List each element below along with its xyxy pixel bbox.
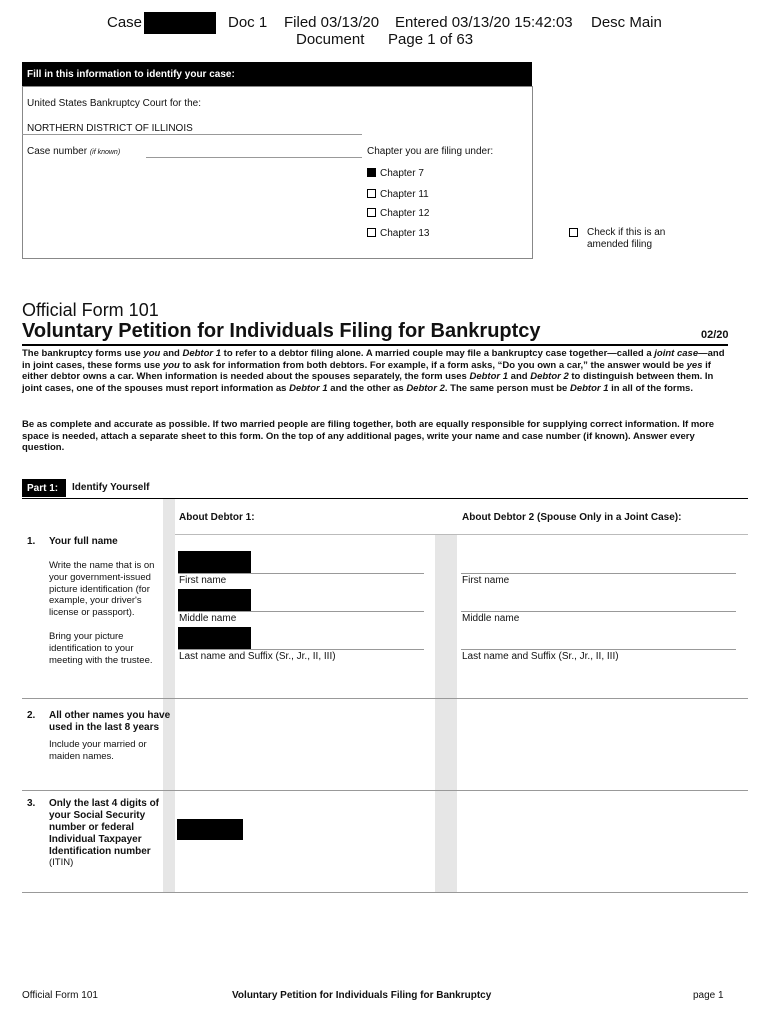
q1-title: Your full name xyxy=(49,536,118,547)
desc-main: Desc Main xyxy=(591,14,662,31)
amended-line2: amended filing xyxy=(587,239,653,250)
intro-em: Debtor 2 xyxy=(530,371,569,383)
q1-help-1: Write the name that is on your government-issued picture identification (for example, your driver's license or passport). xyxy=(49,560,155,619)
district-field[interactable]: NORTHERN DISTRICT OF ILLINOIS xyxy=(27,123,193,134)
intro-text: and xyxy=(508,371,531,383)
middle-gutter xyxy=(435,535,457,892)
case-number-field[interactable] xyxy=(146,157,362,158)
chapter-label: Chapter you are filing under: xyxy=(367,146,494,157)
part1-title: Identify Yourself xyxy=(72,482,150,493)
q2-divider xyxy=(22,790,748,791)
intro-em: Debtor 1 xyxy=(182,348,222,359)
intro-em: joint case xyxy=(654,348,699,359)
amended-label xyxy=(587,227,665,251)
debtor1-last-name-label: Last name and Suffix (Sr., Jr., II, III) xyxy=(179,651,336,662)
intro-paragraph-1 xyxy=(22,348,728,394)
intro-em: Debtor 1 xyxy=(569,382,609,394)
document-label: Document xyxy=(296,31,365,48)
identify-box xyxy=(22,86,533,259)
debtor2-middle-name-field[interactable] xyxy=(461,611,736,612)
case-number-label-text: Case number xyxy=(27,146,88,157)
debtor2-first-name-field[interactable] xyxy=(461,573,736,574)
district-underline xyxy=(22,134,362,135)
debtor1-first-name-field[interactable] xyxy=(178,573,424,574)
intro-paragraph-2: Be as complete and accurate as possible. If two married people are filing together, both are equally responsible for supplying correct information. If more space is needed, attach a separate sheet to this form. On the top of any additional pages, write your name and case number (if known). Answer every question. xyxy=(22,419,715,454)
intro-text: . The same person must be xyxy=(444,382,570,394)
chapter-11-label: Chapter 11 xyxy=(380,189,429,200)
q3-title: Only the last 4 digits of your Social Security number or federal Individual Taxpayer Identification number xyxy=(49,798,160,857)
intro-text: to distinguish between them. In joint cases, one of the spouses must report information as xyxy=(22,371,714,394)
case-number-hint: (if known) xyxy=(89,149,121,156)
intro-text: and xyxy=(160,348,183,359)
redacted-first-name xyxy=(178,551,251,573)
q1-divider xyxy=(22,698,748,699)
intro-text: The bankruptcy forms use xyxy=(22,348,144,359)
form-version: 02/20 xyxy=(701,329,729,341)
page-count: Page 1 of 63 xyxy=(388,31,474,48)
debtor1-last-name-field[interactable] xyxy=(178,649,424,650)
intro-text: —and in joint cases, these forms use xyxy=(22,348,725,371)
columns-rule xyxy=(175,534,748,535)
intro-text: and the other as xyxy=(327,382,407,394)
debtor1-middle-name-label: Middle name xyxy=(179,613,237,624)
q1-number: 1. xyxy=(27,536,36,547)
chapter-12-label: Chapter 12 xyxy=(380,208,430,219)
redacted-ssn xyxy=(177,819,243,840)
identify-banner xyxy=(22,62,532,86)
intro-text: in all of the forms. xyxy=(608,382,693,394)
intro-em: Debtor 1 xyxy=(469,371,509,383)
debtor2-middle-name-label: Middle name xyxy=(462,613,520,624)
intro-text: if either debtor owns a car. When information is needed about the spouses separately, the form uses xyxy=(22,359,711,383)
about-debtor2: About Debtor 2 (Spouse Only in a Joint Case): xyxy=(462,512,682,523)
entered-date: Entered 03/13/20 15:42:03 xyxy=(395,14,573,31)
debtor1-first-name-label: First name xyxy=(179,575,227,586)
chapter-11-checkbox[interactable] xyxy=(367,189,376,198)
q3-itin: (ITIN) xyxy=(49,857,74,868)
intro-em: Debtor 2 xyxy=(406,382,445,394)
case-number-label xyxy=(27,146,120,157)
amended-line1: Check if this is an xyxy=(587,227,666,238)
identify-banner-text: Fill in this information to identify your case: xyxy=(27,69,235,80)
chapter-13-checkbox[interactable] xyxy=(367,228,376,237)
chapter-13-label: Chapter 13 xyxy=(380,228,430,239)
debtor2-last-name-label: Last name and Suffix (Sr., Jr., II, III) xyxy=(462,651,619,662)
part1-tag xyxy=(22,479,66,497)
case-label: Case xyxy=(107,14,143,31)
official-form-label: Official Form 101 xyxy=(22,300,159,320)
q1-help-2: Bring your picture identification to your meeting with the trustee. xyxy=(49,631,153,666)
intro-text: to ask for information from both debtors. For example, if a form asks, “Do you own a car,” the answer would be xyxy=(179,359,687,371)
intro-em: you xyxy=(143,348,161,359)
intro-em: you xyxy=(162,359,180,371)
redacted-middle-name xyxy=(178,589,251,611)
chapter-12-checkbox[interactable] xyxy=(367,208,376,217)
footer-title: Voluntary Petition for Individuals Filing for Bankruptcy xyxy=(232,990,492,1001)
chapter-7-checkbox[interactable] xyxy=(367,168,376,177)
q3-divider xyxy=(22,892,748,893)
redacted-case-number xyxy=(144,12,216,34)
intro-em: yes xyxy=(686,359,703,371)
filed-date: Filed 03/13/20 xyxy=(284,14,380,31)
title-rule xyxy=(22,344,728,346)
debtor2-first-name-label: First name xyxy=(462,575,510,586)
about-debtor1: About Debtor 1: xyxy=(179,512,255,523)
form-title: Voluntary Petition for Individuals Filing for Bankruptcy xyxy=(22,320,541,342)
chapter-7-label: Chapter 7 xyxy=(380,168,424,179)
footer-form-number: Official Form 101 xyxy=(22,990,98,1001)
q2-help: Include your married or maiden names. xyxy=(49,739,147,762)
q3-number: 3. xyxy=(27,798,36,809)
amended-checkbox[interactable] xyxy=(569,228,578,237)
left-gutter xyxy=(163,499,175,892)
doc-number: Doc 1 xyxy=(228,14,268,31)
q2-number: 2. xyxy=(27,710,36,721)
intro-text: to refer to a debtor filing alone. A married couple may file a bankruptcy case together—called a xyxy=(221,348,655,359)
part1-rule xyxy=(22,498,748,499)
intro-em: Debtor 1 xyxy=(289,382,328,394)
q2-title: All other names you have used in the last 8 years xyxy=(49,710,171,733)
debtor1-middle-name-field[interactable] xyxy=(178,611,424,612)
redacted-last-name xyxy=(178,627,251,649)
debtor2-last-name-field[interactable] xyxy=(461,649,736,650)
part1-tag-text: Part 1: xyxy=(27,483,59,494)
footer-page: page 1 xyxy=(693,990,724,1001)
court-label: United States Bankruptcy Court for the: xyxy=(27,98,201,109)
